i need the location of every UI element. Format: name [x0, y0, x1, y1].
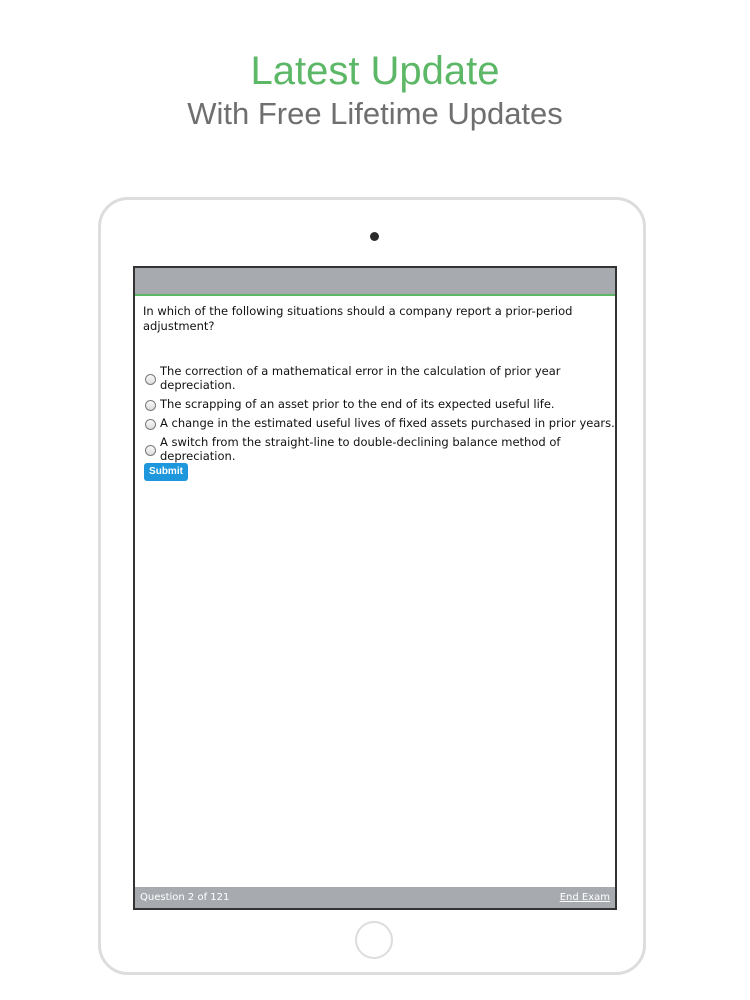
answer-option-label: The scrapping of an asset prior to the end of its expected useful life.	[160, 397, 555, 411]
exam-footer	[135, 887, 615, 908]
radio-button[interactable]	[145, 374, 156, 385]
end-exam-link[interactable]: End Exam	[559, 892, 610, 903]
exam-top-bar	[135, 268, 615, 296]
answer-options	[145, 364, 615, 468]
answer-option-label: The correction of a mathematical error in the calculation of prior year depreciation.	[160, 364, 561, 392]
radio-button[interactable]	[145, 445, 156, 456]
answer-option[interactable]	[145, 435, 615, 463]
submit-button[interactable]: Submit	[144, 463, 188, 481]
radio-button[interactable]	[145, 419, 156, 430]
answer-option-label: A change in the estimated useful lives of fixed assets purchased in prior years.	[160, 416, 615, 430]
exam-screen	[133, 266, 617, 910]
answer-option[interactable]	[145, 364, 615, 392]
answer-option[interactable]	[145, 397, 615, 411]
answer-option[interactable]	[145, 416, 615, 430]
answer-option-label: A switch from the straight-line to double-declining balance method of depreciation.	[160, 435, 561, 463]
banner-headline: Latest Update	[250, 49, 500, 93]
banner-subheadline: With Free Lifetime Updates	[187, 96, 563, 131]
tablet-home-button	[355, 921, 393, 959]
question-progress: Question 2 of 121	[140, 892, 230, 903]
question-text: In which of the following situations should a company report a prior-period adjustment?	[143, 304, 573, 333]
radio-button[interactable]	[145, 400, 156, 411]
tablet-camera	[370, 232, 379, 241]
